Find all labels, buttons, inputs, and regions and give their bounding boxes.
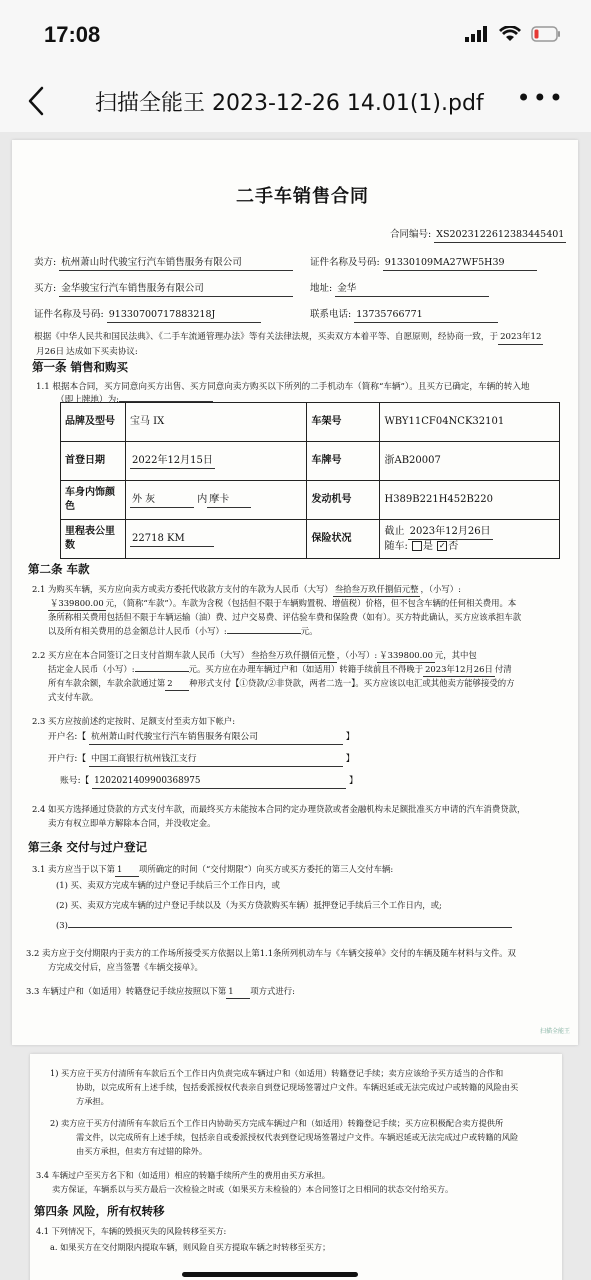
clause-3-1-2: (2) 买、卖双方完成车辆的过户登记手续以及（为买方贷款购买车辆）抵押登记手续后三个工作日内，或; bbox=[56, 900, 442, 910]
buyer-id: 91330700717883218J bbox=[107, 308, 261, 323]
interior-label: 内 bbox=[197, 493, 208, 505]
contract-no-label: 合同编号: bbox=[390, 229, 432, 240]
account-bank: 中国工商银行杭州钱江支行 bbox=[89, 752, 343, 767]
account-no-label: 账号:【 bbox=[60, 776, 90, 786]
account-name-row bbox=[48, 730, 355, 745]
clause-3-1 bbox=[32, 862, 393, 877]
clause-2-4: 2.4 如买方选择通过贷款的方式支付车款，而最终买方未能按本合同约定办理贷款或者金融机构未足额批准买方申请的汽车消费贷款， bbox=[32, 804, 526, 814]
vin-value: WBY11CF04NCK32101 bbox=[380, 403, 560, 442]
reg-date-text: 2022年12月15日 bbox=[130, 454, 215, 469]
vehicle-info-table bbox=[60, 402, 560, 559]
clause-3-4-line2: 卖方保证，车辆系以与买方最后一次检验之时或（如果买方未检验的）本合同签订之日相同的状态交付给买方。 bbox=[52, 1184, 454, 1194]
account-name-bracket: 】 bbox=[345, 732, 355, 742]
nav-bar bbox=[0, 70, 591, 133]
document-title: 扫描全能王 2023-12-26 14.01(1).pdf bbox=[95, 91, 484, 116]
buyer-id-row bbox=[34, 308, 261, 323]
clause-4-1-a: a. 如果买方在交付期限内提取车辆，则风险自买方提取车辆之时转移至买方； bbox=[50, 1242, 331, 1252]
engine-label: 发动机号 bbox=[307, 481, 380, 520]
p2-item-1: 1) 买方应于买方付清所有车款后五个工作日内负责完成车辆过户和（如适用）转籍登记手续；卖方应该给予买方适当的合作和 bbox=[50, 1068, 504, 1078]
brand-label: 品牌及型号 bbox=[61, 403, 126, 442]
price-in-words: 叁拾叁万玖仟捌佰元整 bbox=[333, 582, 421, 597]
clause-3-1-1: (1) 买、卖双方完成车辆的过户登记手续后三个工作日内，或 bbox=[56, 880, 280, 890]
clause-3-1-a: 3.1 卖方应当于以下第 bbox=[32, 864, 115, 874]
account-name: 杭州萧山时代骏宝行汽车销售服务有限公司 bbox=[89, 730, 343, 745]
brand-value: 宝马 IX bbox=[126, 403, 307, 442]
clause-2-2-e: 元。买方应在办理车辆过户和（如适用）转籍手续前且不得晚于 bbox=[188, 664, 424, 674]
section-3-title: 第三条 交付与过户登记 bbox=[28, 840, 148, 854]
preamble bbox=[34, 330, 564, 360]
clause-2-2-d: 括定金人民币（小写）: bbox=[48, 664, 135, 674]
with-car-label: 随车: bbox=[384, 540, 408, 552]
mileage-label: 里程表公里数 bbox=[61, 520, 126, 559]
clause-3-4: 3.4 车辆过户至买方名下和（如适用）相应的转籍手续所产生的费用由买方承担。 bbox=[36, 1170, 330, 1180]
clause-2-1-c: 元，（简称“车款”）。车款为含税（包括但不限于车辆购置税、增值税）价格，但不包含车辆的任何相关费用。本 bbox=[105, 598, 517, 608]
clause-2-1-a: 2.1 为购买车辆，买方应向卖方或卖方委托代收款方支付的车款为人民币（大写） bbox=[32, 584, 333, 594]
clause-3-3 bbox=[26, 984, 295, 999]
pdf-page-2 bbox=[30, 1054, 562, 1280]
buyer-id-label: 证件名称及号码: bbox=[34, 309, 104, 320]
status-icons bbox=[465, 26, 561, 42]
clause-2-4-line2: 卖方有权立即单方解除本合同，并没收定金。 bbox=[48, 818, 216, 828]
delivery-option-number: 1 bbox=[115, 862, 139, 877]
more-options-icon[interactable]: ••• bbox=[516, 84, 565, 112]
buyer-row bbox=[34, 282, 293, 297]
clause-2-2 bbox=[32, 648, 477, 663]
clause-3-3-b: 项方式进行: bbox=[250, 986, 295, 996]
section-4-title: 第四条 风险，所有权转移 bbox=[34, 1204, 165, 1218]
payment-method-number: 2 bbox=[165, 676, 189, 691]
no-label: 否 bbox=[448, 540, 459, 552]
clause-2-2-line3 bbox=[48, 676, 515, 691]
seller-id-row bbox=[310, 256, 537, 271]
buyer-name: 金华骏宝行汽车销售服务有限公司 bbox=[59, 282, 293, 297]
section-2-title: 第二条 车款 bbox=[28, 562, 90, 576]
section-1-title: 第一条 销售和购买 bbox=[32, 360, 129, 374]
address: 金华 bbox=[335, 282, 489, 297]
clause-1-1-b-text: （即上牌地）为: bbox=[56, 395, 120, 405]
yes-label: 是 bbox=[423, 540, 434, 552]
account-no-row bbox=[60, 774, 358, 789]
status-bar bbox=[0, 0, 591, 70]
deposit-blank bbox=[135, 671, 189, 672]
preamble-text-2: 达成如下买卖协议: bbox=[66, 347, 138, 357]
p2-item-1-line2: 协助，以完成所有上述手续，包括委派授权代表亲自到登记现场签署过户文件。车辆迟延或无法完成过户或转籍的风险由买 bbox=[76, 1082, 519, 1092]
insurance-label: 保险状况 bbox=[307, 520, 380, 559]
clause-2-1-line3: 条所称相关费用包括但不限于车辆运输（油）费、过户交易费、评估验车费和保险费（如有）。买方特此确认，买方应该承担车款 bbox=[48, 612, 522, 622]
transfer-option-number: 1 bbox=[226, 984, 250, 999]
watermark-logo: 扫描全能王 bbox=[539, 1028, 570, 1035]
balance-due-date: 2023年12月26日 bbox=[423, 662, 495, 677]
preamble-text: 根据《中华人民共和国民法典》、《二手车流通管理办法》等有关法律法规，买卖双方本着平等、自愿原则，经协商一致，于 bbox=[34, 332, 499, 342]
p2-item-2-line2: 需文件，以完成所有上述手续，包括亲自或委派授权代表到登记现场签署过户文件。车辆迟延或无法完成过户或转籍的风险 bbox=[76, 1132, 519, 1142]
clause-1-1: 1.1 根据本合同，买方同意向买方出售、买方同意向卖方购买以下所列的二手机动车（简称“车辆”）。且买方已确定，车辆的转入地 bbox=[36, 382, 530, 392]
signal-icon bbox=[465, 26, 489, 42]
clause-2-1-line4 bbox=[48, 624, 317, 638]
clause-2-1-line2 bbox=[48, 596, 516, 611]
battery-low-icon bbox=[531, 26, 561, 42]
pdf-page-1 bbox=[12, 140, 578, 1045]
plate-value: 浙AB20007 bbox=[380, 442, 560, 481]
mileage-value bbox=[126, 520, 307, 559]
account-name-label: 开户名:【 bbox=[48, 732, 87, 742]
seller-row bbox=[34, 256, 293, 271]
p2-item-2-line3: 由买方承担，但卖方有过错的除外。 bbox=[76, 1146, 208, 1156]
clause-3-3-a: 3.3 车辆过户和（如适用）转籍登记手续应按照以下第 bbox=[26, 986, 227, 996]
address-row bbox=[310, 282, 489, 297]
clause-2-2-c: 元，其中包 bbox=[434, 650, 477, 660]
clause-2-2-line4: 式支付车款。 bbox=[48, 692, 99, 702]
clause-3-2-line2: 方完成交付后，应当签署《车辆交接单》。 bbox=[48, 962, 203, 972]
p2-item-1-line3: 方承担。 bbox=[76, 1096, 109, 1106]
mileage-text: 22718 KM bbox=[130, 532, 214, 547]
insurance-until-label: 截止 bbox=[384, 525, 405, 537]
p2-item-2: 2) 卖方应于买方付清所有车款后五个工作日内协助买方完成车辆过户和（如适用）转籍登记手续；买方应积极配合卖方提供所 bbox=[50, 1118, 504, 1128]
buyer-label: 买方: bbox=[34, 283, 57, 294]
insurance-date: 2023年12月26日 bbox=[408, 525, 493, 540]
total-blank bbox=[227, 633, 301, 634]
clause-3-1-3-blank bbox=[68, 927, 512, 928]
reg-date-label: 首登日期 bbox=[61, 442, 126, 481]
preamble-date-2: 月26日 bbox=[34, 345, 66, 360]
clause-4-1: 4.1 下列情况下，车辆的毁损灭失的风险转移至买方: bbox=[36, 1226, 227, 1236]
phone-row bbox=[310, 308, 498, 323]
wifi-icon bbox=[499, 26, 521, 42]
status-time: 17:08 bbox=[44, 22, 101, 47]
account-no-bracket: 】 bbox=[348, 776, 358, 786]
clause-2-2-g: 所有车款余额，车款余款通过第 bbox=[48, 678, 166, 688]
engine-value: H389B221H452B220 bbox=[380, 481, 560, 520]
vin-label: 车架号 bbox=[307, 403, 380, 442]
back-chevron-icon[interactable] bbox=[22, 84, 52, 118]
clause-2-2-f: 付清 bbox=[494, 664, 512, 674]
price-in-figures: ￥339800.00 bbox=[48, 596, 106, 611]
clause-2-1-b: ，（小写）: bbox=[420, 584, 461, 594]
first-payment-figures: ￥339800.00 bbox=[377, 648, 435, 663]
seller-name: 杭州萧山时代骏宝行汽车销售服务有限公司 bbox=[59, 256, 293, 271]
checkbox-no-checked: ✓ bbox=[438, 541, 446, 550]
seller-label: 卖方: bbox=[34, 257, 57, 268]
contract-title: 二手车销售合同 bbox=[236, 186, 369, 207]
color-value bbox=[126, 481, 307, 520]
plate-label: 车牌号 bbox=[307, 442, 380, 481]
phone-label: 联系电话: bbox=[310, 309, 352, 320]
interior-color: 摩卡 bbox=[207, 493, 251, 508]
scroll-indicator[interactable] bbox=[182, 1272, 358, 1277]
account-bank-bracket: 】 bbox=[345, 754, 355, 764]
clause-3-1-3-label: (3) bbox=[56, 920, 68, 930]
preamble-date-1: 2023年12 bbox=[498, 330, 543, 345]
pdf-viewer[interactable] bbox=[0, 132, 591, 1280]
account-bank-label: 开户行:【 bbox=[48, 754, 87, 764]
phone: 13735766771 bbox=[354, 308, 498, 323]
clause-3-1-3 bbox=[56, 918, 512, 932]
contract-no-row bbox=[390, 228, 566, 243]
clause-2-2-b: ，（小写）: bbox=[336, 650, 378, 660]
clause-2-3: 2.3 买方应按前述约定按时、足额支付至卖方如下帐户: bbox=[32, 716, 236, 726]
clause-2-1-f: 元。 bbox=[300, 626, 318, 636]
clause-2-2-line2 bbox=[48, 662, 512, 677]
seller-id-label: 证件名称及号码: bbox=[310, 257, 380, 268]
clause-2-1 bbox=[32, 582, 461, 597]
clause-3-2: 3.2 卖方应于交付期限内于卖方的工作场所接受买方依据以上第1.1条所列机动车与《车辆交接单》交付的车辆及随车材料与文件。双 bbox=[26, 948, 516, 958]
account-bank-row bbox=[48, 752, 355, 767]
address-label: 地址: bbox=[310, 283, 333, 294]
checkbox-yes bbox=[412, 541, 422, 551]
exterior-color: 外 灰 bbox=[130, 493, 194, 508]
seller-id: 91330109MA27WF5H39 bbox=[383, 256, 537, 271]
contract-no: XS2023122612383445401 bbox=[434, 228, 566, 243]
reg-date-value bbox=[126, 442, 307, 481]
insurance-value bbox=[380, 520, 560, 559]
clause-3-1-b: 项所确定的时间（“交付期限”）向买方或买方委托的第三人交付车辆: bbox=[138, 864, 394, 874]
clause-2-2-a: 2.2 买方应在本合同签订之日支付首期车款人民币（大写） bbox=[32, 650, 249, 660]
first-payment-words: 叁拾叁万玖仟捌佰元整 bbox=[249, 648, 337, 663]
account-no: 1202021409900368975 bbox=[92, 774, 346, 789]
clause-2-1-e: 以及所有相关费用的总金额总计人民币（小写）: bbox=[48, 626, 227, 636]
clause-2-2-h: 种形式支付【①贷款/②非贷款，两者二选一】。买方应该以电汇或其他卖方能够接受的方 bbox=[189, 678, 515, 688]
color-label: 车身内饰颜色 bbox=[61, 481, 126, 520]
